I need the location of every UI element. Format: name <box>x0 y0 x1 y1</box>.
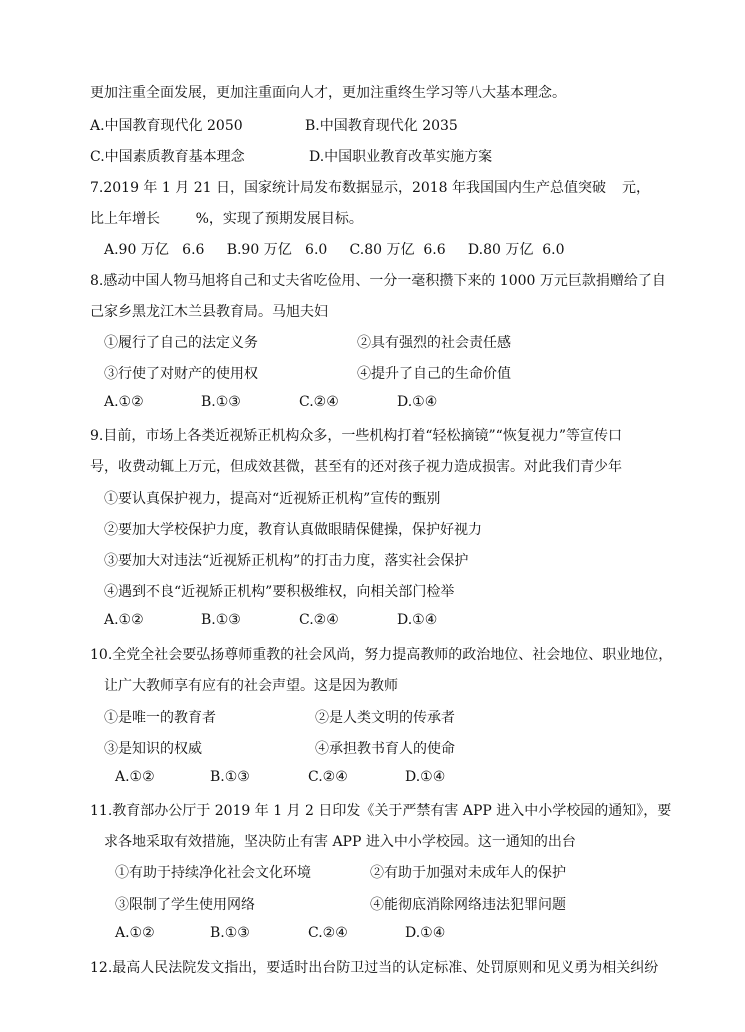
text-line: 更加注重全面发展，更加注重面向人才，更加注重终生学习等八大基本理念。 <box>90 85 566 101</box>
q7-stem-tail: 元， <box>622 180 650 196</box>
q7-stem-line-2: 比上年增长 %，实现了预期发展目标。 <box>90 211 363 227</box>
q11-statement-1: ①有助于持续净化社会文化环境 <box>115 865 311 881</box>
q8-stem-line-1: 8.感动中国人物马旭将自己和丈夫省吃俭用、一分一毫积攒下来的 1000 万元巨款捐赠给了自 <box>90 273 666 289</box>
q9-statement-4: ④遇到不良“近视矫正机构”要积极维权，向相关部门检举 <box>104 584 455 600</box>
q9-statement-3: ③要加大对违法“近视矫正机构”的打击力度，落实社会保护 <box>104 553 469 569</box>
q8-option-a: A.①② <box>104 394 144 410</box>
q10-option-d: D.①④ <box>405 769 446 785</box>
q7-options: A.90 万亿 6.6 B.90 万亿 6.0 C.80 万亿 6.6 D.80 万亿 6.0 <box>104 242 565 258</box>
q10-option-a: A.①② <box>115 769 155 785</box>
q6-option-a: A.中国教育现代化 2050 <box>90 118 243 134</box>
q7-stem-line-1: 7.2019 年 1 月 21 日，国家统计局发布数据显示，2018 年我国国内生产总值突破 <box>90 180 607 196</box>
q9-stem-line-2: 号，收费动辄上万元，但成效甚微，甚至有的还对孩子视力造成损害。对此我们青少年 <box>90 459 622 475</box>
q10-statement-3: ③是知识的权威 <box>104 741 202 757</box>
q10-statement-1: ①是唯一的教育者 <box>104 710 216 726</box>
q11-statement-3: ③限制了学生使用网络 <box>115 897 255 913</box>
q11-option-d: D.①④ <box>405 925 446 941</box>
q9-option-b: B.①③ <box>201 612 241 628</box>
q11-statement-2: ②有助于加强对未成年人的保护 <box>370 865 566 881</box>
q8-option-d: D.①④ <box>397 394 438 410</box>
q11-statement-4: ④能彻底消除网络违法犯罪问题 <box>370 897 566 913</box>
q11-option-a: A.①② <box>115 925 155 941</box>
q9-option-d: D.①④ <box>397 612 438 628</box>
q8-stem-line-2: 己家乡黑龙江木兰县教育局。马旭夫妇 <box>90 304 328 320</box>
q10-stem-line-1: 10.全党全社会要弘扬尊师重教的社会风尚，努力提高教师的政治地位、社会地位、职业地位， <box>90 647 673 663</box>
q9-statement-2: ②要加大学校保护力度，教育认真做眼睛保健操，保护好视力 <box>104 522 482 538</box>
q10-stem-line-2: 让广大教师享有应有的社会声望。这是因为教师 <box>104 678 398 694</box>
q8-option-c: C.②④ <box>299 394 339 410</box>
q8-statement-2: ②具有强烈的社会责任感 <box>357 335 511 351</box>
q10-statement-4: ④承担教书育人的使命 <box>315 741 455 757</box>
q9-statement-1: ①要认真保护视力，提高对“近视矫正机构”宣传的甄别 <box>104 491 441 507</box>
q9-option-c: C.②④ <box>299 612 339 628</box>
q12-stem-line-1: 12.最高人民法院发文指出，要适时出台防卫过当的认定标准、处罚原则和见义勇为相关纠纷 <box>90 960 659 976</box>
q8-statement-4: ④提升了自己的生命价值 <box>357 366 511 382</box>
q9-stem-line-1: 9.目前，市场上各类近视矫正机构众多，一些机构打着“轻松摘镜”“恢复视力”等宣传口 <box>90 428 622 444</box>
q11-stem-line-2: 求各地采取有效措施，坚决防止有害 APP 进入中小学校园。这一通知的出台 <box>104 834 576 850</box>
q10-option-b: B.①③ <box>210 769 250 785</box>
q11-option-b: B.①③ <box>210 925 250 941</box>
q8-statement-3: ③行使了对财产的使用权 <box>104 366 258 382</box>
q10-option-c: C.②④ <box>308 769 348 785</box>
q11-option-c: C.②④ <box>308 925 348 941</box>
q6-option-b: B.中国教育现代化 2035 <box>305 118 458 134</box>
q9-option-a: A.①② <box>104 612 144 628</box>
q6-option-d: D.中国职业教育改革实施方案 <box>309 149 493 165</box>
q8-option-b: B.①③ <box>201 394 241 410</box>
q10-statement-2: ②是人类文明的传承者 <box>315 710 455 726</box>
q8-statement-1: ①履行了自己的法定义务 <box>104 335 258 351</box>
q11-stem-line-1: 11.教育部办公厅于 2019 年 1 月 2 日印发《关于严禁有害 APP 进入中小学校园的通知》，要 <box>90 803 672 819</box>
q6-option-c: C.中国素质教育基本理念 <box>90 149 245 165</box>
